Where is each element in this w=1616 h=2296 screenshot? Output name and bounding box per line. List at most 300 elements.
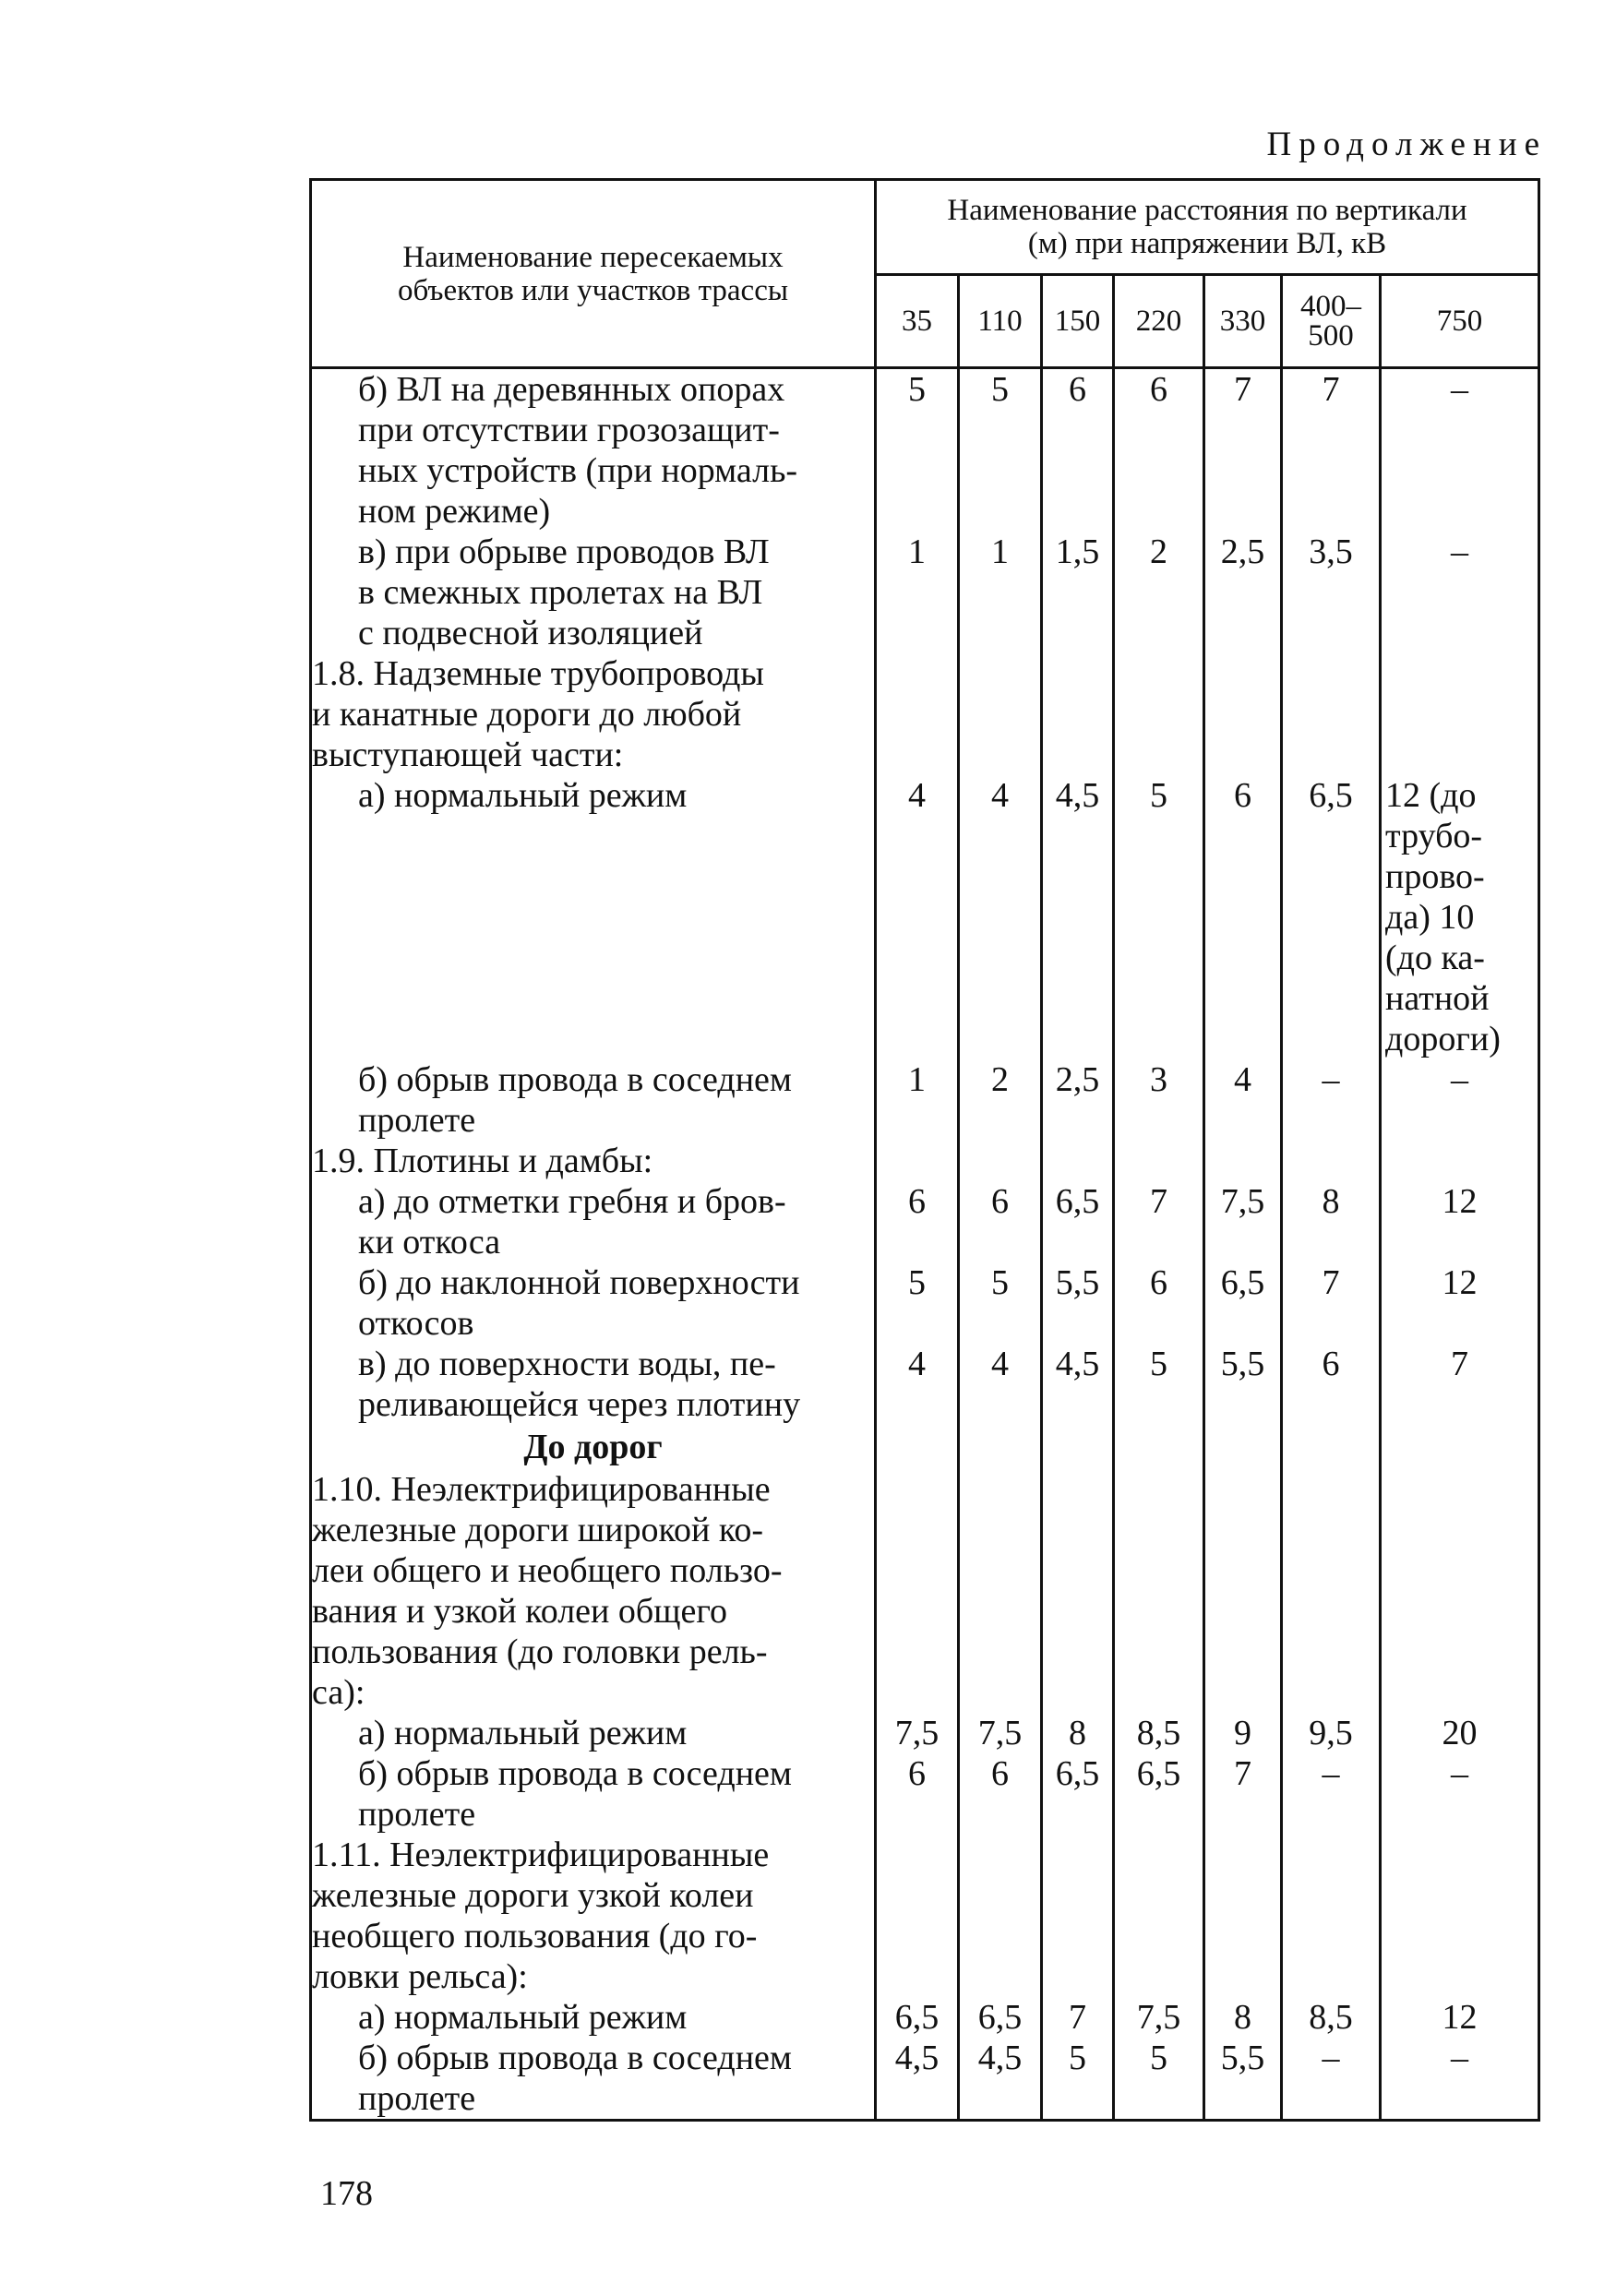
value-text: 2 (1150, 532, 1167, 571)
value-cell-330 (1204, 1469, 1282, 1713)
object-name-cell (311, 1181, 876, 1262)
value-cell-750 (1381, 1059, 1539, 1141)
value-cell-35 (876, 1141, 959, 1181)
object-name-line: пролете (358, 2079, 476, 2118)
value-cell-110 (959, 1344, 1042, 1425)
value-text: 8 (1234, 1998, 1251, 2037)
value-cell-330 (1204, 775, 1282, 1059)
value-cell-400–500 (1282, 1713, 1381, 1753)
value-text: 5 (1150, 2039, 1167, 2077)
table-row (311, 653, 1539, 775)
value-text: 4,5 (977, 2039, 1023, 2077)
object-name-cell (311, 1997, 876, 2038)
table-row (311, 1262, 1539, 1344)
value-cell-400–500 (1282, 1835, 1381, 1997)
value-text (1382, 1835, 1538, 1875)
value-text: 8,5 (1136, 1714, 1181, 1752)
value-cell-110 (959, 1181, 1042, 1262)
object-name-line: а) до отметки гребня и бров- (358, 1182, 786, 1221)
value-text: 7,5 (894, 1714, 940, 1752)
value-cell-220 (1114, 1262, 1204, 1344)
object-name-line: ки откоса (358, 1223, 501, 1262)
value-text (877, 1469, 957, 1510)
value-cell-110 (959, 2038, 1042, 2121)
object-name-line: пользования (до головки рель- (312, 1632, 768, 1671)
value-cell-150 (1042, 1469, 1114, 1713)
value-cell-110 (959, 1469, 1042, 1713)
object-name-line: ных устройств (при нормаль- (358, 451, 798, 490)
header-vertical-distance: Наименование расстояния по вертикали (м) при напряжении ВЛ, кВ (876, 180, 1539, 275)
object-name-cell (311, 1469, 876, 1713)
value-text: 12 (1442, 1998, 1478, 2037)
value-text (1043, 1141, 1112, 1181)
value-cell-110 (959, 1262, 1042, 1344)
value-cell-150 (1042, 368, 1114, 532)
object-name-line: б) обрыв провода в соседнем (358, 2039, 792, 2077)
value-text: 1 (908, 532, 926, 571)
object-name-cell (311, 1713, 876, 1753)
value-text: – (1451, 532, 1469, 571)
value-cell-35 (876, 1835, 959, 1997)
value-text: 2 (991, 1060, 1009, 1099)
value-line: трубо- (1385, 817, 1483, 855)
value-cell-330 (1204, 1141, 1282, 1181)
value-text: 5 (1150, 776, 1167, 815)
object-name-line: в смежных пролетах на ВЛ (358, 573, 763, 612)
value-line: (до ка- (1385, 939, 1485, 977)
table-row (311, 2038, 1539, 2121)
value-text (960, 1469, 1040, 1510)
value-cell-220 (1114, 1181, 1204, 1262)
value-cell-750 (1381, 1344, 1539, 1425)
value-cell-110 (959, 532, 1042, 653)
value-cell-150 (1042, 1344, 1114, 1425)
value-cell-750 (1381, 1713, 1539, 1753)
value-cell-35 (876, 1059, 959, 1141)
value-cell-330 (1204, 1997, 1282, 2038)
value-text: 5 (991, 370, 1009, 409)
value-cell-330 (1204, 2038, 1282, 2121)
value-text (1043, 1469, 1112, 1510)
value-text: 5,5 (1220, 1345, 1265, 1383)
value-cell-150 (1042, 1181, 1114, 1262)
value-text: 12 (1442, 1263, 1478, 1302)
value-cell-400–500 (1282, 532, 1381, 653)
empty-cell (1381, 1425, 1539, 1469)
value-text: 6 (991, 1754, 1009, 1793)
value-cell-400–500 (1282, 1344, 1381, 1425)
value-text (1205, 1469, 1280, 1510)
object-name-line: б) обрыв провода в соседнем (358, 1754, 792, 1793)
empty-cell (1204, 1425, 1282, 1469)
value-text (1205, 1835, 1280, 1875)
value-cell-35 (876, 1713, 959, 1753)
object-name-line: 1.11. Неэлектрифицированные (312, 1836, 770, 1874)
value-text (1283, 1835, 1379, 1875)
value-cell-400–500 (1282, 1997, 1381, 2038)
table-row (311, 1425, 1539, 1469)
value-text: 4 (908, 1345, 926, 1383)
value-text: 12 (1442, 1182, 1478, 1221)
value-text: 8 (1069, 1714, 1086, 1752)
value-cell-400–500 (1282, 1262, 1381, 1344)
value-text: 8,5 (1309, 1998, 1353, 2037)
value-cell-400–500 (1282, 1753, 1381, 1835)
section-heading: До дорог (311, 1425, 876, 1469)
object-name-line: железные дороги узкой колеи (312, 1876, 754, 1915)
value-text: 5 (908, 1263, 926, 1302)
value-text: 6 (908, 1754, 926, 1793)
value-text: 3 (1150, 1060, 1167, 1099)
header-voltage-5: 400–500 (1282, 275, 1381, 368)
value-cell-150 (1042, 1753, 1114, 1835)
value-text (1382, 653, 1538, 694)
object-name-line: вания и узкой колеи общего (312, 1592, 727, 1631)
object-name-cell (311, 1141, 876, 1181)
value-text: 20 (1442, 1714, 1478, 1752)
value-text: 7,5 (977, 1714, 1023, 1752)
value-text (1115, 1141, 1203, 1181)
value-cell-750 (1381, 532, 1539, 653)
object-name-line: выступающей части: (312, 735, 624, 774)
value-line: да) 10 (1385, 898, 1475, 937)
value-cell-110 (959, 775, 1042, 1059)
value-cell-35 (876, 1997, 959, 2038)
value-line: натной (1385, 979, 1490, 1018)
object-name-line: в) при обрыве проводов ВЛ (358, 532, 770, 571)
table-row (311, 1181, 1539, 1262)
value-text: 6,5 (1136, 1754, 1181, 1793)
value-cell-750 (1381, 1469, 1539, 1713)
value-text: – (1451, 1754, 1469, 1793)
value-cell-220 (1114, 368, 1204, 532)
value-cell-150 (1042, 653, 1114, 775)
header-voltage-0: 35 (876, 275, 959, 368)
value-text (1115, 1835, 1203, 1875)
value-cell-750 (1381, 1753, 1539, 1835)
value-text: 6 (1234, 776, 1251, 815)
value-cell-750 (1381, 1835, 1539, 1997)
object-name-line: и канатные дороги до любой (312, 695, 742, 734)
value-text: 4 (908, 776, 926, 815)
value-text: 2,5 (1220, 532, 1265, 571)
value-text: 6,5 (1055, 1754, 1100, 1793)
object-name-line: б) ВЛ на деревянных опорах (358, 370, 785, 409)
value-cell-330 (1204, 1344, 1282, 1425)
object-name-line: 1.10. Неэлектрифицированные (312, 1470, 771, 1509)
value-text: 3,5 (1309, 532, 1353, 571)
value-cell-35 (876, 532, 959, 653)
value-cell-150 (1042, 2038, 1114, 2121)
object-name-line: железные дороги широкой ко- (312, 1511, 764, 1549)
value-text: 5,5 (1055, 1263, 1100, 1302)
value-cell-330 (1204, 1713, 1282, 1753)
table-row (311, 775, 1539, 1059)
object-name-line: са): (312, 1673, 365, 1712)
value-text (1115, 1469, 1203, 1510)
value-cell-110 (959, 1997, 1042, 2038)
value-cell-220 (1114, 1835, 1204, 1997)
value-text: 1 (991, 532, 1009, 571)
value-text (877, 653, 957, 694)
value-text: 6,5 (1309, 776, 1353, 815)
value-cell-220 (1114, 1344, 1204, 1425)
object-name-line: 1.8. Надземные трубопроводы (312, 654, 764, 693)
value-text: 5,5 (1220, 2039, 1265, 2077)
object-name-line: ловки рельса): (312, 1957, 528, 1996)
value-cell-35 (876, 775, 959, 1059)
object-name-line: необщего пользования (до го- (312, 1917, 758, 1955)
value-cell-35 (876, 1262, 959, 1344)
object-name-cell (311, 1753, 876, 1835)
value-text: 6 (1069, 370, 1086, 409)
value-text: 9 (1234, 1714, 1251, 1752)
value-text: 6 (991, 1182, 1009, 1221)
value-text: 1,5 (1055, 532, 1100, 571)
value-cell-330 (1204, 1835, 1282, 1997)
value-line: дороги) (1385, 1020, 1501, 1058)
value-cell-35 (876, 1753, 959, 1835)
value-text: 6 (1322, 1345, 1340, 1383)
value-text (1115, 653, 1203, 694)
value-cell-220 (1114, 1713, 1204, 1753)
value-text: 6 (908, 1182, 926, 1221)
value-text (1382, 1141, 1538, 1181)
table-row (311, 1141, 1539, 1181)
object-name-cell (311, 1262, 876, 1344)
value-cell-110 (959, 1713, 1042, 1753)
value-cell-35 (876, 1344, 959, 1425)
value-text: 5 (1069, 2039, 1086, 2077)
value-text: 7 (1234, 370, 1251, 409)
table-row (311, 368, 1539, 532)
value-text: 8 (1322, 1182, 1340, 1221)
value-cell-750 (1381, 2038, 1539, 2121)
value-text: – (1451, 1060, 1469, 1099)
value-cell-400–500 (1282, 1181, 1381, 1262)
object-name-line: с подвесной изоляцией (358, 614, 703, 652)
value-cell-150 (1042, 532, 1114, 653)
value-cell-400–500 (1282, 653, 1381, 775)
object-name-line: 1.9. Плотины и дамбы: (312, 1142, 653, 1180)
table-row (311, 1344, 1539, 1425)
header-object-name: Наименование пересекаемых объектов или участков трассы (311, 180, 876, 368)
object-name-cell (311, 532, 876, 653)
value-cell-400–500 (1282, 2038, 1381, 2121)
value-text (1205, 653, 1280, 694)
table-row (311, 532, 1539, 653)
header-voltage-4: 330 (1204, 275, 1282, 368)
value-text: – (1322, 1754, 1340, 1793)
object-name-line: а) нормальный режим (358, 1998, 688, 2037)
value-text: – (1451, 370, 1469, 409)
value-cell-330 (1204, 1181, 1282, 1262)
object-name-cell (311, 1835, 876, 1997)
value-text: 9,5 (1309, 1714, 1353, 1752)
empty-cell (959, 1425, 1042, 1469)
empty-cell (1114, 1425, 1204, 1469)
value-cell-220 (1114, 775, 1204, 1059)
value-text: 1 (908, 1060, 926, 1099)
value-line: прово- (1385, 857, 1485, 896)
value-cell-400–500 (1282, 1059, 1381, 1141)
value-cell-330 (1204, 368, 1282, 532)
value-cell-220 (1114, 653, 1204, 775)
value-text: 6 (1150, 370, 1167, 409)
value-text (1283, 1141, 1379, 1181)
value-cell-35 (876, 368, 959, 532)
object-name-line: откосов (358, 1304, 474, 1343)
value-cell-150 (1042, 1997, 1114, 2038)
value-text: – (1451, 2039, 1469, 2077)
value-cell-750 (1381, 1181, 1539, 1262)
value-text: 7,5 (1136, 1998, 1181, 2037)
object-name-line: пролете (358, 1795, 476, 1834)
object-name-line: пролете (358, 1101, 476, 1140)
value-text: – (1322, 2039, 1340, 2077)
value-text: 4,5 (1055, 1345, 1100, 1383)
header-voltage-6: 750 (1381, 275, 1539, 368)
object-name-cell (311, 775, 876, 1059)
value-cell-110 (959, 1059, 1042, 1141)
object-name-cell (311, 2038, 876, 2121)
value-cell-750 (1381, 368, 1539, 532)
empty-cell (876, 1425, 959, 1469)
header-voltage-3: 220 (1114, 275, 1204, 368)
object-name-line: леи общего и необщего пользо- (312, 1551, 783, 1590)
value-text (1382, 1469, 1538, 1510)
value-cell-750 (1381, 1997, 1539, 2038)
value-text: 7 (1150, 1182, 1167, 1221)
empty-cell (1282, 1425, 1381, 1469)
value-line: 12 (до (1385, 776, 1477, 815)
value-cell-110 (959, 1835, 1042, 1997)
object-name-line: при отсутствии грозозащит- (358, 411, 780, 449)
object-name-line: ном режиме) (358, 492, 551, 531)
value-text: 7 (1234, 1754, 1251, 1793)
value-text: 6,5 (894, 1998, 940, 2037)
header-voltage-2: 150 (1042, 275, 1114, 368)
value-text (1205, 1141, 1280, 1181)
value-text: 7 (1451, 1345, 1469, 1383)
object-name-line: а) нормальный режим (358, 1714, 688, 1752)
continuation-label: Продолжение (1266, 126, 1547, 163)
value-cell-220 (1114, 532, 1204, 653)
table-row (311, 1713, 1539, 1753)
table-row (311, 1997, 1539, 2038)
value-text: 5 (991, 1263, 1009, 1302)
value-text: 6,5 (1055, 1182, 1100, 1221)
value-text (960, 1835, 1040, 1875)
value-cell-35 (876, 2038, 959, 2121)
value-cell-220 (1114, 1997, 1204, 2038)
table-row (311, 1835, 1539, 1997)
value-text (960, 653, 1040, 694)
value-cell-35 (876, 1181, 959, 1262)
object-name-cell (311, 1344, 876, 1425)
value-text (1283, 1469, 1379, 1510)
value-cell-220 (1114, 1141, 1204, 1181)
value-cell-35 (876, 1469, 959, 1713)
value-cell-400–500 (1282, 1141, 1381, 1181)
value-text: 2,5 (1055, 1060, 1100, 1099)
value-text (1043, 1835, 1112, 1875)
value-text: 6,5 (977, 1998, 1023, 2037)
object-name-line: в) до поверхности воды, пе- (358, 1345, 776, 1383)
value-cell-150 (1042, 1835, 1114, 1997)
value-text: 4,5 (894, 2039, 940, 2077)
value-cell-110 (959, 1753, 1042, 1835)
value-text: 6,5 (1220, 1263, 1265, 1302)
value-text: – (1322, 1060, 1340, 1099)
object-name-line: б) до наклонной поверхности (358, 1263, 800, 1302)
value-text: 4 (991, 1345, 1009, 1383)
value-text (1043, 653, 1112, 694)
value-text (960, 1141, 1040, 1181)
value-cell-35 (876, 653, 959, 775)
value-text: 6 (1150, 1263, 1167, 1302)
value-cell-400–500 (1282, 775, 1381, 1059)
value-cell-400–500 (1282, 368, 1381, 532)
value-text: 5 (908, 370, 926, 409)
object-name-cell (311, 1059, 876, 1141)
object-name-line: реливающейся через плотину (358, 1385, 801, 1424)
clearance-table (309, 178, 1540, 2122)
value-cell-330 (1204, 1262, 1282, 1344)
value-cell-150 (1042, 1262, 1114, 1344)
empty-cell (1042, 1425, 1114, 1469)
object-name-cell (311, 368, 876, 532)
value-text (877, 1141, 957, 1181)
value-cell-220 (1114, 2038, 1204, 2121)
value-text: 7 (1322, 1263, 1340, 1302)
header-voltage-1: 110 (959, 275, 1042, 368)
page-number: 178 (320, 2174, 373, 2213)
value-cell-110 (959, 1141, 1042, 1181)
table-row (311, 1059, 1539, 1141)
table-row (311, 1469, 1539, 1713)
value-cell-110 (959, 368, 1042, 532)
value-cell-750 (1381, 1262, 1539, 1344)
value-cell-150 (1042, 1059, 1114, 1141)
value-cell-330 (1204, 653, 1282, 775)
value-cell-400–500 (1282, 1469, 1381, 1713)
value-cell-220 (1114, 1753, 1204, 1835)
table-row (311, 1753, 1539, 1835)
value-cell-330 (1204, 532, 1282, 653)
value-text: 7 (1322, 370, 1340, 409)
value-cell-110 (959, 653, 1042, 775)
value-cell-750 (1381, 1141, 1539, 1181)
value-cell-150 (1042, 775, 1114, 1059)
value-cell-150 (1042, 1141, 1114, 1181)
value-text (1283, 653, 1379, 694)
value-cell-330 (1204, 1753, 1282, 1835)
value-cell-330 (1204, 1059, 1282, 1141)
value-cell-150 (1042, 1713, 1114, 1753)
value-text: 5 (1150, 1345, 1167, 1383)
value-cell-750 (1381, 775, 1539, 1059)
value-text: 4 (991, 776, 1009, 815)
value-cell-220 (1114, 1469, 1204, 1713)
value-text: 4 (1234, 1060, 1251, 1099)
object-name-line: б) обрыв провода в соседнем (358, 1060, 792, 1099)
object-name-cell (311, 653, 876, 775)
object-name-line: а) нормальный режим (358, 776, 688, 815)
value-text: 4,5 (1055, 776, 1100, 815)
value-text (877, 1835, 957, 1875)
value-cell-220 (1114, 1059, 1204, 1141)
